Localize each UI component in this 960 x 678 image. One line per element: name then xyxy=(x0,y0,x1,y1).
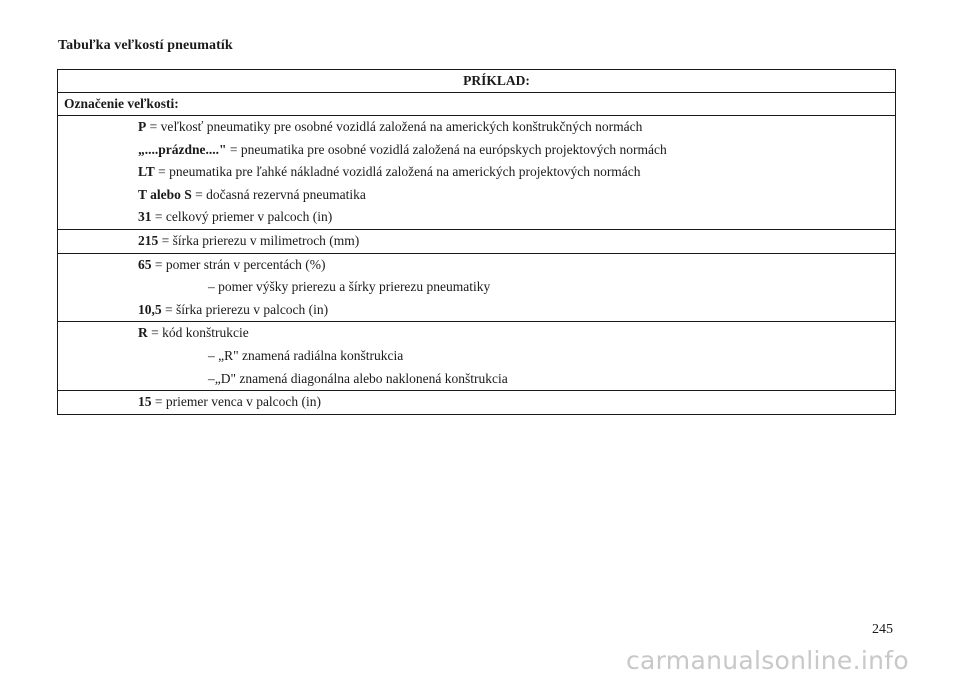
table-line xyxy=(58,345,895,368)
line-text: = kód konštrukcie xyxy=(147,325,249,341)
line-key: P xyxy=(138,119,147,134)
line-text: = celkový priemer v palcoch (in) xyxy=(151,209,333,225)
group-cell xyxy=(58,116,896,230)
line-text: = pneumatika pre ľahké nákladné vozidlá založená na amerických projektových normách xyxy=(154,164,641,180)
page-number: 245 xyxy=(872,622,893,637)
table-line xyxy=(58,368,895,391)
line-key: 65 xyxy=(138,256,152,272)
group-cell xyxy=(58,322,896,391)
table-row xyxy=(58,391,896,415)
line-text: = veľkosť pneumatiky pre osobné vozidlá založená na amerických konštrukčných normách xyxy=(146,119,643,134)
line-key: 31 xyxy=(138,209,152,225)
table-header-row xyxy=(58,70,896,93)
group-cell xyxy=(58,229,896,253)
line-text: = pomer strán v percentách (%) xyxy=(151,256,326,272)
line-text: –„D" znamená diagonálna alebo naklonená konštrukcia xyxy=(208,370,508,386)
table-row xyxy=(58,253,896,322)
line-key: 215 xyxy=(138,232,159,248)
line-text: – „R" znamená radiálna konštrukcia xyxy=(208,347,404,363)
page-title: Tabuľka veľkostí pneumatík xyxy=(58,38,233,53)
table-line xyxy=(58,184,895,207)
watermark: carmanualsonline.info xyxy=(626,646,909,675)
line-text: – pomer výšky prierezu a šírky prierezu pneumatiky xyxy=(208,279,491,295)
table-line xyxy=(58,161,895,184)
table-row xyxy=(58,229,896,253)
table-line xyxy=(58,206,895,229)
group-cell xyxy=(58,391,896,415)
size-designation-label: Označenie veľkosti: xyxy=(58,93,896,116)
line-text: = šírka prierezu v milimetroch (mm) xyxy=(158,232,360,248)
table-row xyxy=(58,116,896,230)
table-header: PRÍKLAD: xyxy=(58,70,896,93)
table-row xyxy=(58,322,896,391)
table-line xyxy=(58,391,895,414)
table-line xyxy=(58,276,895,299)
line-text: = pneumatika pre osobné vozidlá založená na európskych projektových normách xyxy=(226,141,667,157)
line-text: = šírka prierezu v palcoch (in) xyxy=(161,301,329,317)
table-line xyxy=(58,299,895,322)
table-line xyxy=(58,139,895,162)
group-cell xyxy=(58,253,896,322)
line-key: 10,5 xyxy=(138,301,162,317)
line-text: = priemer venca v palcoch (in) xyxy=(151,394,322,410)
table-line xyxy=(58,322,895,345)
line-text: = dočasná rezervná pneumatika xyxy=(191,186,366,202)
table-line xyxy=(58,254,895,277)
line-key: LT xyxy=(138,164,155,180)
table-line xyxy=(58,116,895,139)
line-key: R xyxy=(138,325,148,341)
line-key: T alebo S xyxy=(138,186,192,202)
tire-size-table xyxy=(57,69,896,415)
line-key: 15 xyxy=(138,394,152,410)
table-line xyxy=(58,230,895,253)
line-key: „....prázdne...." xyxy=(138,141,227,157)
table-label-row xyxy=(58,93,896,116)
